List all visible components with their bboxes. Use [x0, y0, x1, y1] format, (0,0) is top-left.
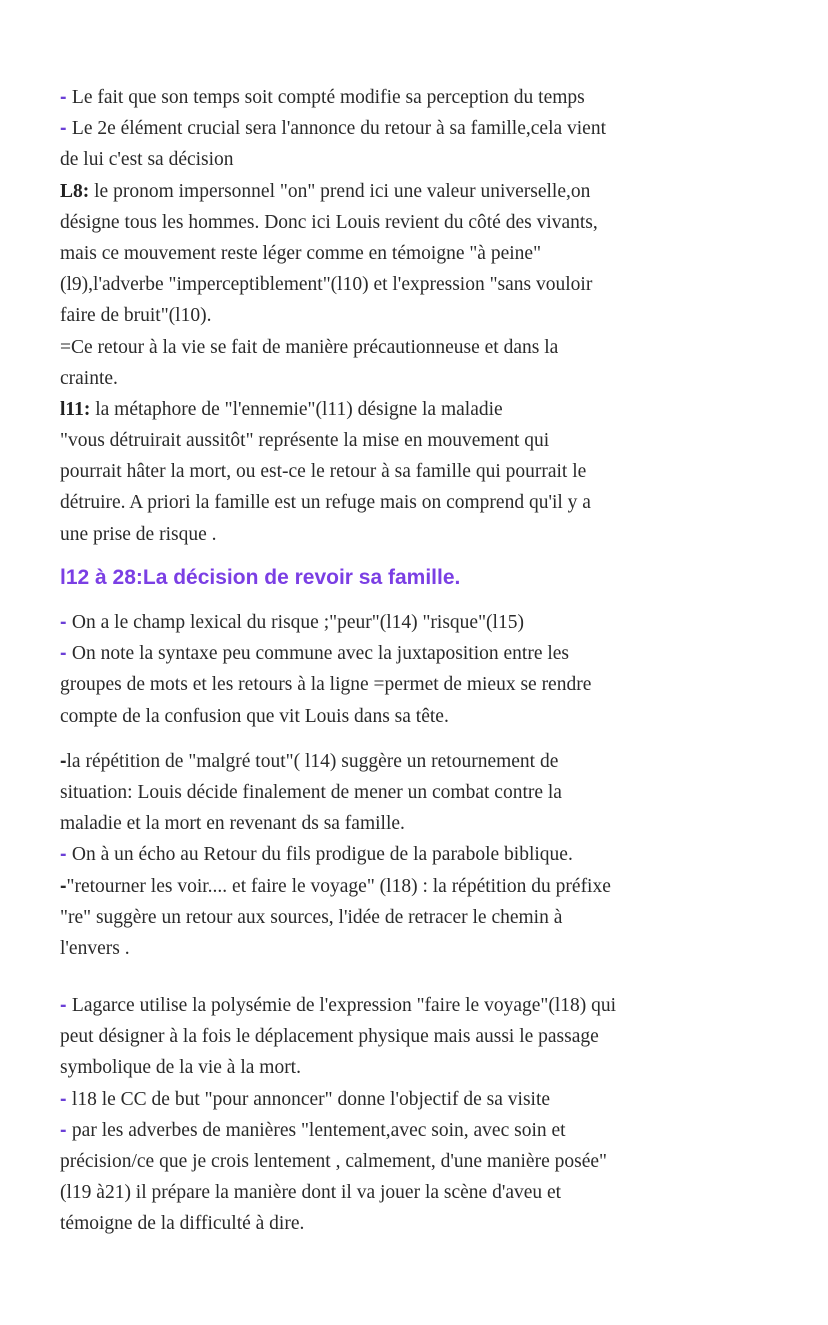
- text-line: - On a le champ lexical du risque ;"peur"(l14) "risque"(l15): [60, 611, 524, 633]
- text-line: de lui c'est sa décision: [60, 149, 234, 171]
- text-line: - Le fait que son temps soit compté modifie sa perception du temps: [60, 86, 585, 108]
- text-line: pourrait hâter la mort, ou est-ce le retour à sa famille qui pourrait le: [60, 461, 587, 483]
- text-line: -"retourner les voir.... et faire le voyage" (l18) : la répétition du préfixe: [60, 874, 611, 897]
- text-line: l11: la métaphore de "l'ennemie"(l11) désigne la maladie: [60, 398, 503, 420]
- text-line: compte de la confusion que vit Louis dans sa tête.: [60, 705, 449, 727]
- text-line: situation: Louis décide finalement de mener un combat contre la: [60, 781, 562, 803]
- text-line: (l9),l'adverbe "imperceptiblement"(l10) et l'expression "sans vouloir: [60, 274, 593, 296]
- text-line: détruire. A priori la famille est un refuge mais on comprend qu'il y a: [60, 492, 591, 514]
- text-line: (l19 à21) il prépare la manière dont il va jouer la scène d'aveu et: [60, 1182, 562, 1204]
- text-line: "vous détruirait aussitôt" représente la mise en mouvement qui: [60, 430, 550, 452]
- text-line: - l18 le CC de but "pour annoncer" donne l'objectif de sa visite: [60, 1087, 551, 1110]
- text-line: faire de bruit"(l10).: [60, 305, 212, 327]
- document-page: [60, 82, 760, 1240]
- line-ref-label: l11:: [60, 398, 91, 420]
- text-line: groupes de mots et les retours à la ligne =permet de mieux se rendre: [60, 674, 592, 696]
- text-line: "re" suggère un retour aux sources, l'idée de retracer le chemin à: [60, 906, 563, 928]
- text-line: - On note la syntaxe peu commune avec la juxtaposition entre les: [60, 642, 570, 665]
- text-line: - On à un écho au Retour du fils prodigue de la parabole biblique.: [60, 843, 573, 866]
- text-line: maladie et la mort en revenant ds sa famille.: [60, 813, 405, 835]
- text-line: -la répétition de "malgré tout"( l14) suggère un retournement de: [60, 749, 559, 772]
- text-line: une prise de risque .: [60, 523, 217, 545]
- text-line: désigne tous les hommes. Donc ici Louis revient du côté des vivants,: [60, 211, 598, 233]
- text-line: - Le 2e élément crucial sera l'annonce du retour à sa famille,cela vient: [60, 117, 607, 140]
- text-line: l'envers .: [60, 937, 130, 959]
- text-line: témoigne de la difficulté à dire.: [60, 1213, 305, 1235]
- section-heading: l12 à 28:La décision de revoir sa famille.: [60, 565, 461, 589]
- text-line: peut désigner à la fois le déplacement physique mais aussi le passage: [60, 1026, 599, 1048]
- text-line: précision/ce que je crois lentement , calmement, d'une manière posée": [60, 1151, 607, 1172]
- text-line: L8: le pronom impersonnel "on" prend ici une valeur universelle,on: [60, 180, 591, 202]
- text-line: crainte.: [60, 367, 118, 389]
- text-line: - Lagarce utilise la polysémie de l'expression "faire le voyage"(l18) qui: [60, 994, 617, 1017]
- text-line: =Ce retour à la vie se fait de manière précautionneuse et dans la: [60, 336, 559, 358]
- text-line: - par les adverbes de manières "lentement,avec soin, avec soin et: [60, 1118, 566, 1141]
- text-line: symbolique de la vie à la mort.: [60, 1057, 301, 1079]
- text-line: mais ce mouvement reste léger comme en témoigne "à peine": [60, 242, 542, 264]
- line-ref-label: L8:: [60, 180, 90, 202]
